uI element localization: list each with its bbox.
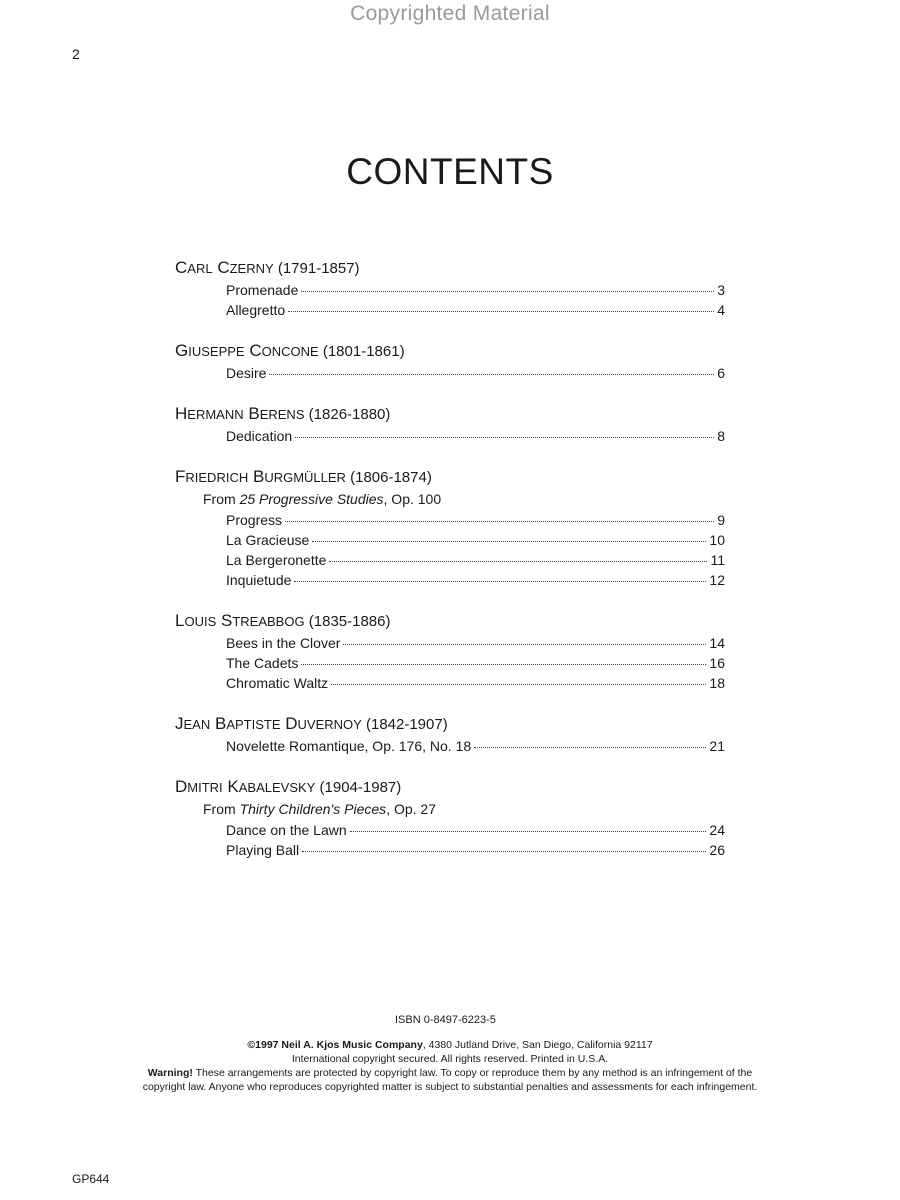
entry-title: Chromatic Waltz (226, 675, 329, 691)
composer-heading (175, 465, 725, 489)
entry-page: 9 (717, 512, 725, 528)
composer-dates: (1904-1987) (319, 779, 402, 796)
warning-text-2: copyright law. Anyone who reproduces copyrighted matter is subject to substantial penalties and assessments for each infringement. (142, 1081, 758, 1093)
composer-heading (175, 256, 725, 280)
dot-leader (294, 581, 706, 582)
entry-page: 18 (709, 675, 725, 691)
entry-title: La Bergeronette (226, 552, 327, 568)
isbn: ISBN 0-8497-6223-5 (395, 1014, 496, 1026)
copyright-watermark: Copyrighted Material (350, 2, 550, 25)
composer-name: DMITRI KABALEVSKY (175, 777, 316, 796)
composer-name: CARL CZERNY (175, 258, 274, 277)
warning-label: Warning! (147, 1067, 193, 1079)
collection-prefix: From (203, 491, 236, 507)
toc-entry (175, 426, 725, 446)
composer-dates: (1826-1880) (308, 406, 391, 423)
entry-title: Dance on the Lawn (226, 822, 347, 838)
collection-line (175, 489, 725, 510)
copyright-line (0, 1038, 900, 1052)
toc-section (175, 339, 725, 383)
entry-page: 26 (709, 842, 725, 858)
copyright-notice (0, 1038, 900, 1094)
composer-heading (175, 402, 725, 426)
entry-title: Dedication (226, 428, 293, 444)
dot-leader (302, 851, 706, 852)
entry-title: The Cadets (226, 655, 299, 671)
entry-page: 21 (709, 738, 725, 754)
entry-page: 11 (710, 552, 725, 568)
dot-leader (474, 747, 706, 748)
composer-dates: (1791-1857) (277, 260, 360, 277)
toc-section (175, 256, 725, 320)
toc-entry (175, 530, 725, 550)
toc-entry (175, 673, 725, 693)
composer-name: FRIEDRICH BURGMÜLLER (175, 467, 346, 486)
composer-heading (175, 339, 725, 363)
dot-leader (288, 311, 714, 312)
entry-title: Allegretto (226, 302, 286, 318)
collection-line (175, 799, 725, 820)
copyright-address: , 4380 Jutland Drive, San Diego, California 92117 (422, 1039, 653, 1051)
dot-leader (301, 664, 706, 665)
dot-leader (269, 374, 714, 375)
toc-entry (175, 570, 725, 590)
entry-page: 10 (709, 532, 725, 548)
toc-entry (175, 820, 725, 840)
toc-section (175, 465, 725, 590)
entry-page: 6 (717, 365, 725, 381)
toc-section (175, 402, 725, 446)
entry-page: 24 (709, 822, 725, 838)
dot-leader (301, 291, 714, 292)
entry-page: 3 (717, 282, 725, 298)
toc-section (175, 775, 725, 860)
toc-section (175, 712, 725, 756)
dot-leader (295, 437, 714, 438)
composer-heading (175, 712, 725, 736)
entry-page: 14 (709, 635, 725, 651)
collection-work: 25 Progressive Studies (239, 491, 384, 507)
composer-dates: (1835-1886) (308, 613, 391, 630)
collection-work: Thirty Children's Pieces (239, 801, 387, 817)
entry-title: La Gracieuse (226, 532, 310, 548)
dot-leader (350, 831, 707, 832)
table-of-contents (175, 256, 725, 879)
page-number: 2 (72, 46, 80, 62)
toc-entry (175, 510, 725, 530)
collection-prefix: From (203, 801, 236, 817)
composer-heading (175, 775, 725, 799)
toc-entry (175, 633, 725, 653)
toc-entry (175, 550, 725, 570)
toc-entry (175, 363, 725, 383)
toc-entry (175, 280, 725, 300)
entry-title: Inquietude (226, 572, 292, 588)
composer-name: HERMANN BERENS (175, 404, 305, 423)
composer-heading (175, 609, 725, 633)
entry-title: Bees in the Clover (226, 635, 341, 651)
entry-title: Desire (226, 365, 267, 381)
entry-title: Novelette Romantique, Op. 176, No. 18 (226, 738, 472, 754)
collection-suffix: , Op. 100 (383, 491, 442, 507)
composer-dates: (1801-1861) (322, 343, 405, 360)
warning-text: These arrangements are protected by copyright law. To copy or reproduce them by any method is an infringement of the (192, 1067, 753, 1079)
composer-name: GIUSEPPE CONCONE (175, 341, 319, 360)
composer-dates: (1842-1907) (365, 716, 448, 733)
dot-leader (331, 684, 706, 685)
toc-entry (175, 840, 725, 860)
toc-entry (175, 653, 725, 673)
catalog-code: GP644 (72, 1172, 110, 1186)
entry-page: 8 (717, 428, 725, 444)
copyright-publisher: ©1997 Neil A. Kjos Music Company (247, 1039, 423, 1051)
entry-page: 4 (717, 302, 725, 318)
toc-section (175, 609, 725, 693)
entry-page: 12 (709, 572, 725, 588)
copyright-warning (0, 1066, 900, 1080)
composer-name: LOUIS STREABBOG (175, 611, 305, 630)
toc-entry (175, 736, 725, 756)
entry-title: Playing Ball (226, 842, 300, 858)
entry-title: Progress (226, 512, 283, 528)
copyright-rights: International copyright secured. All rights reserved. Printed in U.S.A. (291, 1053, 609, 1065)
dot-leader (343, 644, 706, 645)
page-title: CONTENTS (346, 150, 554, 192)
collection-suffix: , Op. 27 (386, 801, 436, 817)
entry-title: Promenade (226, 282, 299, 298)
dot-leader (312, 541, 706, 542)
composer-dates: (1806-1874) (350, 469, 432, 486)
entry-page: 16 (709, 655, 725, 671)
toc-entry (175, 300, 725, 320)
composer-name: JEAN BAPTISTE DUVERNOY (175, 714, 362, 733)
dot-leader (285, 521, 714, 522)
dot-leader (329, 561, 707, 562)
